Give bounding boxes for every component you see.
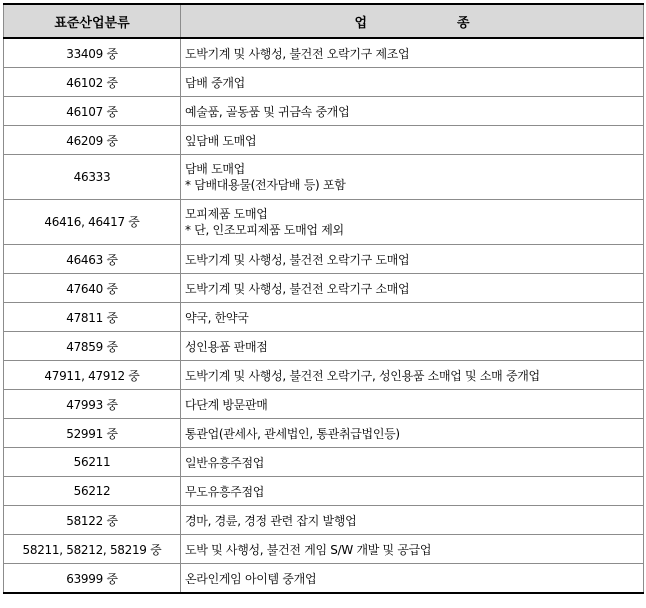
industry-cell (181, 303, 644, 332)
industry-name: 잎담배 도매업 (185, 133, 257, 148)
classification-code-cell: 56211 (4, 448, 181, 477)
industry-note: * 담배대용물(전자담배 등) 포함 (185, 178, 346, 192)
classification-code-cell: 46333 (4, 155, 181, 200)
industry-cell (181, 97, 644, 126)
industry-name: 일반유흥주점업 (185, 455, 265, 470)
industry-cell (181, 506, 644, 535)
industry-name: 통관업(관세사, 관세법인, 통관취급법인등) (185, 426, 400, 441)
industry-name: 온라인게임 아이템 중개업 (185, 571, 317, 586)
industry-name: 도박기계 및 사행성, 불건전 오락기구, 성인용품 소매업 및 소매 중개업 (185, 368, 540, 383)
industry-cell (181, 448, 644, 477)
table-row (4, 303, 644, 332)
classification-code-cell: 33409 중 (4, 38, 181, 68)
table-row (4, 361, 644, 390)
table-row (4, 332, 644, 361)
industry-cell (181, 68, 644, 97)
table-row (4, 448, 644, 477)
table-row (4, 535, 644, 564)
classification-code-cell: 46463 중 (4, 245, 181, 274)
industry-name: 도박기계 및 사행성, 불건전 오락기구 제조업 (185, 46, 410, 61)
industry-name: 예술품, 골동품 및 귀금속 중개업 (185, 104, 350, 119)
classification-code-cell: 47811 중 (4, 303, 181, 332)
table-body (4, 38, 644, 593)
industry-note: * 단, 인조모피제품 도매업 제외 (185, 223, 344, 237)
industry-name: 담배 도매업 (185, 162, 245, 176)
classification-code-cell: 47640 중 (4, 274, 181, 303)
industry-cell (181, 390, 644, 419)
industry-cell (181, 200, 644, 245)
classification-code-cell: 63999 중 (4, 564, 181, 594)
table-row (4, 390, 644, 419)
table-row (4, 477, 644, 506)
industry-cell (181, 274, 644, 303)
header-industry-char-1: 업 (354, 15, 367, 31)
industry-name: 도박기계 및 사행성, 불건전 오락기구 소매업 (185, 281, 410, 296)
industry-name: 모피제품 도매업 (185, 207, 268, 221)
industry-cell (181, 564, 644, 594)
table-row (4, 68, 644, 97)
table-row (4, 126, 644, 155)
table-row (4, 200, 644, 245)
classification-code-cell: 52991 중 (4, 419, 181, 448)
industry-cell (181, 535, 644, 564)
industry-name: 도박기계 및 사행성, 불건전 오락기구 도매업 (185, 252, 410, 267)
industry-name: 도박 및 사행성, 불건전 게임 S/W 개발 및 공급업 (185, 542, 432, 557)
classification-code-cell: 46209 중 (4, 126, 181, 155)
classification-code-cell: 46107 중 (4, 97, 181, 126)
table-row (4, 155, 644, 200)
table-row (4, 97, 644, 126)
table-row (4, 274, 644, 303)
header-classification-code: 표준산업분류 (4, 4, 181, 38)
industry-name: 약국, 한약국 (185, 310, 249, 325)
industry-name: 담배 중개업 (185, 75, 245, 90)
classification-code-cell: 46416, 46417 중 (4, 200, 181, 245)
classification-code-cell: 47911, 47912 중 (4, 361, 181, 390)
industry-name: 성인용품 판매점 (185, 339, 268, 354)
table-row (4, 419, 644, 448)
table-row (4, 245, 644, 274)
classification-code-cell: 58122 중 (4, 506, 181, 535)
industry-name: 다단계 방문판매 (185, 397, 268, 412)
industry-classification-table (3, 3, 644, 594)
classification-code-cell: 47859 중 (4, 332, 181, 361)
industry-cell (181, 477, 644, 506)
classification-code-cell: 46102 중 (4, 68, 181, 97)
classification-code-cell: 58211, 58212, 58219 중 (4, 535, 181, 564)
industry-cell (181, 155, 644, 200)
industry-cell (181, 38, 644, 68)
header-industry (181, 4, 644, 38)
classification-code-cell: 56212 (4, 477, 181, 506)
industry-name: 경마, 경륜, 경정 관련 잡지 발행업 (185, 513, 357, 528)
table-row (4, 564, 644, 594)
header-industry-char-2: 종 (457, 15, 470, 31)
industry-cell (181, 332, 644, 361)
table-row (4, 506, 644, 535)
industry-cell (181, 245, 644, 274)
industry-cell (181, 419, 644, 448)
industry-name: 무도유흥주점업 (185, 484, 265, 499)
header-row (4, 4, 644, 38)
table-row (4, 38, 644, 68)
industry-cell (181, 361, 644, 390)
classification-code-cell: 47993 중 (4, 390, 181, 419)
industry-cell (181, 126, 644, 155)
